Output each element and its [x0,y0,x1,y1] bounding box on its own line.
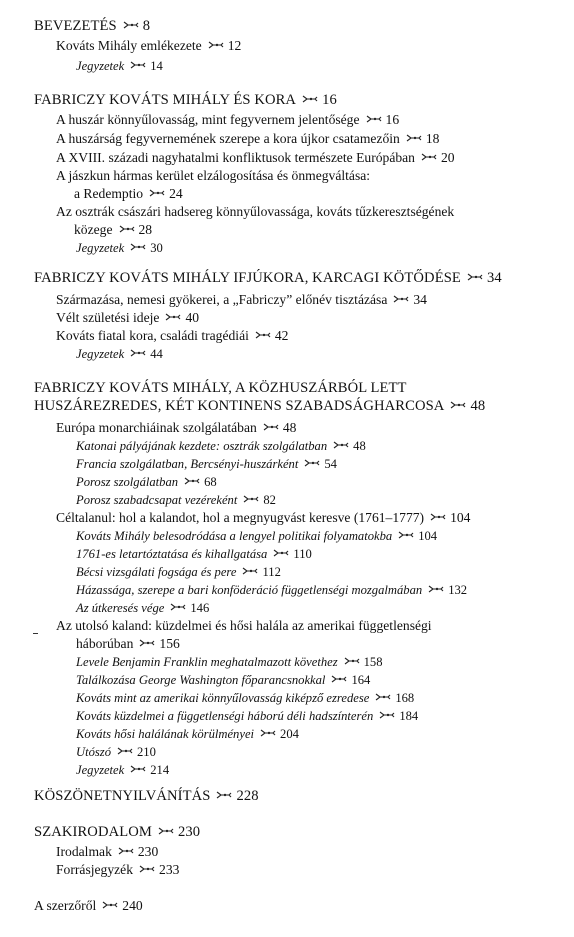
leaf-ornament-icon [467,273,483,281]
toc-entry [76,744,156,760]
toc-section-heading [34,824,200,840]
page-number: 42 [274,328,289,343]
page-number: 230 [137,844,159,859]
entry-title: Az utolsó kaland: küzdelmei és hősi halála az amerikai függetlenségi [56,618,432,633]
toc-entry [76,600,209,616]
page-number: 104 [418,529,438,543]
toc-entry [56,862,179,878]
toc-entry [76,58,163,74]
toc-entry [76,564,281,580]
toc-entry [76,690,414,706]
entry-title: Porosz szabadcsapat vezéreként [76,493,238,507]
margin-mark [33,633,38,634]
leaf-ornament-icon [158,827,174,835]
leaf-ornament-icon [428,585,444,593]
leaf-ornament-icon [450,401,466,409]
leaf-ornament-icon [379,711,395,719]
page-number: 24 [169,186,183,201]
page-number: 158 [363,655,383,669]
entry-title: A XVIII. századi nagyhatalmi konfliktusok természete Európában [56,150,415,165]
page-number: 16 [385,112,400,127]
page-number: 156 [159,636,180,651]
entry-title: Az osztrák császári hadsereg könnyűlovassága, kováts tűzkeresztségének [56,204,455,219]
toc-entry [76,762,169,778]
entry-title: Francia szolgálatban, Bercsényi-huszárként [76,457,299,471]
toc-entry [76,492,276,508]
toc-entry [56,420,296,436]
entry-title: Kováts Mihály belesodródása a lengyel politikai folyamatokba [76,529,393,543]
page-number: 184 [399,709,419,723]
page-number: 164 [351,673,371,687]
toc-section-heading [34,18,150,34]
page-number: 16 [322,92,337,108]
toc-entry [76,528,437,544]
toc-entry [56,168,370,184]
leaf-ornament-icon [165,313,181,321]
page-number: 12 [227,38,242,53]
entry-title: közege [74,222,113,237]
toc-entry [56,150,455,166]
leaf-ornament-icon [216,791,232,799]
page-number: 18 [425,131,440,146]
page-number: 34 [413,292,427,307]
page-number: 48 [353,439,366,453]
entry-title: Katonai pályájának kezdete: osztrák szolgálatban [76,439,328,453]
toc-entry [76,582,467,598]
entry-title: A huszárság fegyvernemének szerepe a kora újkor csatamezőin [56,131,400,146]
entry-title: Kováts küzdelmei a függetlenségi háború déli hadszínterén [76,709,374,723]
toc-entry [56,328,288,344]
entry-title: FABRICZY KOVÁTS MIHÁLY ÉS KORA [34,92,297,108]
page-number: 8 [142,18,151,34]
page-number: 20 [440,150,455,165]
entry-title: Az útkeresés vége [76,601,165,615]
toc-section-heading [34,380,407,396]
toc-entry [76,672,370,688]
entry-title: A szerzőről [34,898,97,913]
entry-title: Európa monarchiáinak szolgálatában [56,420,257,435]
toc-entry [76,438,366,454]
page-number: 112 [262,565,281,579]
leaf-ornament-icon [243,495,259,503]
entry-title: a Redemptio [74,186,144,201]
page-number: 30 [150,241,163,255]
page-number: 168 [395,691,415,705]
toc-entry [56,204,454,220]
page-number: 104 [450,510,471,525]
page-number: 214 [150,763,170,777]
page-number: 68 [204,475,217,489]
toc-entry [56,510,470,526]
entry-title: háborúban [76,636,134,651]
entry-title: Céltalanul: hol a kalandot, hol a megnyugvást keresve (1761–1777) [56,510,425,525]
entry-title: Találkozása George Washington főparancsnokkal [76,673,326,687]
leaf-ornament-icon [118,847,134,855]
entry-title: SZAKIRODALOM [34,824,152,840]
leaf-ornament-icon [304,459,320,467]
entry-title: BEVEZETÉS [34,18,117,34]
toc-entry [56,38,241,54]
leaf-ornament-icon [263,423,279,431]
leaf-ornament-icon [430,513,446,521]
entry-title: Forrásjegyzék [56,862,134,877]
entry-title: Irodalmak [56,844,112,859]
page-number: 48 [282,420,297,435]
page-number: 14 [150,59,163,73]
entry-title: Jegyzetek [76,347,125,361]
leaf-ornament-icon [406,134,422,142]
leaf-ornament-icon [139,639,155,647]
page-number: 48 [470,398,486,414]
leaf-ornament-icon [123,21,139,29]
leaf-ornament-icon [130,61,146,69]
entry-title: Kováts fiatal kora, családi tragédiái [56,328,249,343]
toc-entry [76,346,163,362]
page-number: 228 [236,788,259,804]
page-number: 240 [122,898,143,913]
entry-title: Házassága, szerepe a bari konföderáció függetlenségi mozgalmában [76,583,423,597]
leaf-ornament-icon [130,765,146,773]
entry-title: Jegyzetek [76,241,125,255]
leaf-ornament-icon [242,567,258,575]
toc-entry [76,708,418,724]
leaf-ornament-icon [139,865,155,873]
entry-title: Jegyzetek [76,763,125,777]
page-number: 44 [150,347,163,361]
entry-title: HUSZÁREZREDES, KÉT KONTINENS SZABADSÁGHARCOSA [34,398,445,414]
leaf-ornament-icon [149,189,165,197]
entry-title: FABRICZY KOVÁTS MIHÁLY, A KÖZHUSZÁRBÓL LETT [34,380,407,396]
toc-entry [56,844,158,860]
leaf-ornament-icon [260,729,276,737]
toc-entry [56,131,439,147]
entry-title: Jegyzetek [76,59,125,73]
leaf-ornament-icon [375,693,391,701]
entry-title: Levele Benjamin Franklin meghatalmazott követhez [76,655,338,669]
toc-section-heading [34,92,337,108]
page-number: 230 [177,824,201,840]
entry-title: Kováts mint az amerikai könnyűlovasság kiképző ezredese [76,691,370,705]
leaf-ornament-icon [302,95,318,103]
page-number: 210 [137,745,156,759]
toc-entry [76,240,163,256]
page-number: 34 [486,270,502,286]
toc-section-heading [34,398,485,414]
entry-title: Vélt születési ideje [56,310,160,325]
entry-title: Bécsi vizsgálati fogsága és pere [76,565,237,579]
leaf-ornament-icon [184,477,200,485]
page-number: 146 [190,601,210,615]
entry-title: A huszár könnyűlovasság, mint fegyvernem jelentősége [56,112,360,127]
toc-entry [56,618,432,634]
toc-entry [76,654,383,670]
entry-title: Porosz szolgálatban [76,475,179,489]
entry-title: Utószó [76,745,111,759]
toc-entry [76,546,312,562]
entry-title: 1761-es letartóztatása és kihallgatása [76,547,268,561]
page-number: 233 [159,862,180,877]
toc-entry [34,898,143,914]
toc-entry [74,186,183,202]
leaf-ornament-icon [393,295,409,303]
leaf-ornament-icon [117,747,133,755]
page-number: 54 [324,457,337,471]
leaf-ornament-icon [130,349,146,357]
toc-entry [76,636,180,652]
leaf-ornament-icon [333,441,349,449]
entry-title: Kováts hősi halálának körülményei [76,727,255,741]
page-number: 132 [448,583,468,597]
leaf-ornament-icon [119,225,135,233]
page-number: 40 [185,310,200,325]
toc-entry [56,310,199,326]
leaf-ornament-icon [170,603,186,611]
leaf-ornament-icon [421,153,437,161]
toc-entry [76,456,337,472]
page-number: 110 [293,547,312,561]
entry-title: A jászkun hármas kerület elzálogosítása és önmegváltása: [56,168,371,183]
leaf-ornament-icon [102,901,118,909]
leaf-ornament-icon [331,675,347,683]
toc-section-heading [34,788,259,804]
toc-entry [74,222,152,238]
entry-title: FABRICZY KOVÁTS MIHÁLY IFJÚKORA, KARCAGI KÖTŐDÉSE [34,270,461,286]
leaf-ornament-icon [398,531,414,539]
leaf-ornament-icon [273,549,289,557]
page-number: 82 [263,493,276,507]
leaf-ornament-icon [130,243,146,251]
leaf-ornament-icon [208,41,224,49]
toc-entry [56,112,399,128]
leaf-ornament-icon [366,115,382,123]
toc-entry [56,292,427,308]
entry-title: KÖSZÖNETNYILVÁNÍTÁS [34,788,211,804]
entry-title: Kováts Mihály emlékezete [56,38,202,53]
toc-entry [76,726,299,742]
toc-section-heading [34,270,502,286]
entry-title: Származása, nemesi gyökerei, a „Fabriczy” előnév tisztázása [56,292,388,307]
leaf-ornament-icon [255,331,271,339]
page-number: 204 [280,727,299,741]
toc-entry [76,474,217,490]
leaf-ornament-icon [344,657,360,665]
page-number: 28 [138,222,153,237]
